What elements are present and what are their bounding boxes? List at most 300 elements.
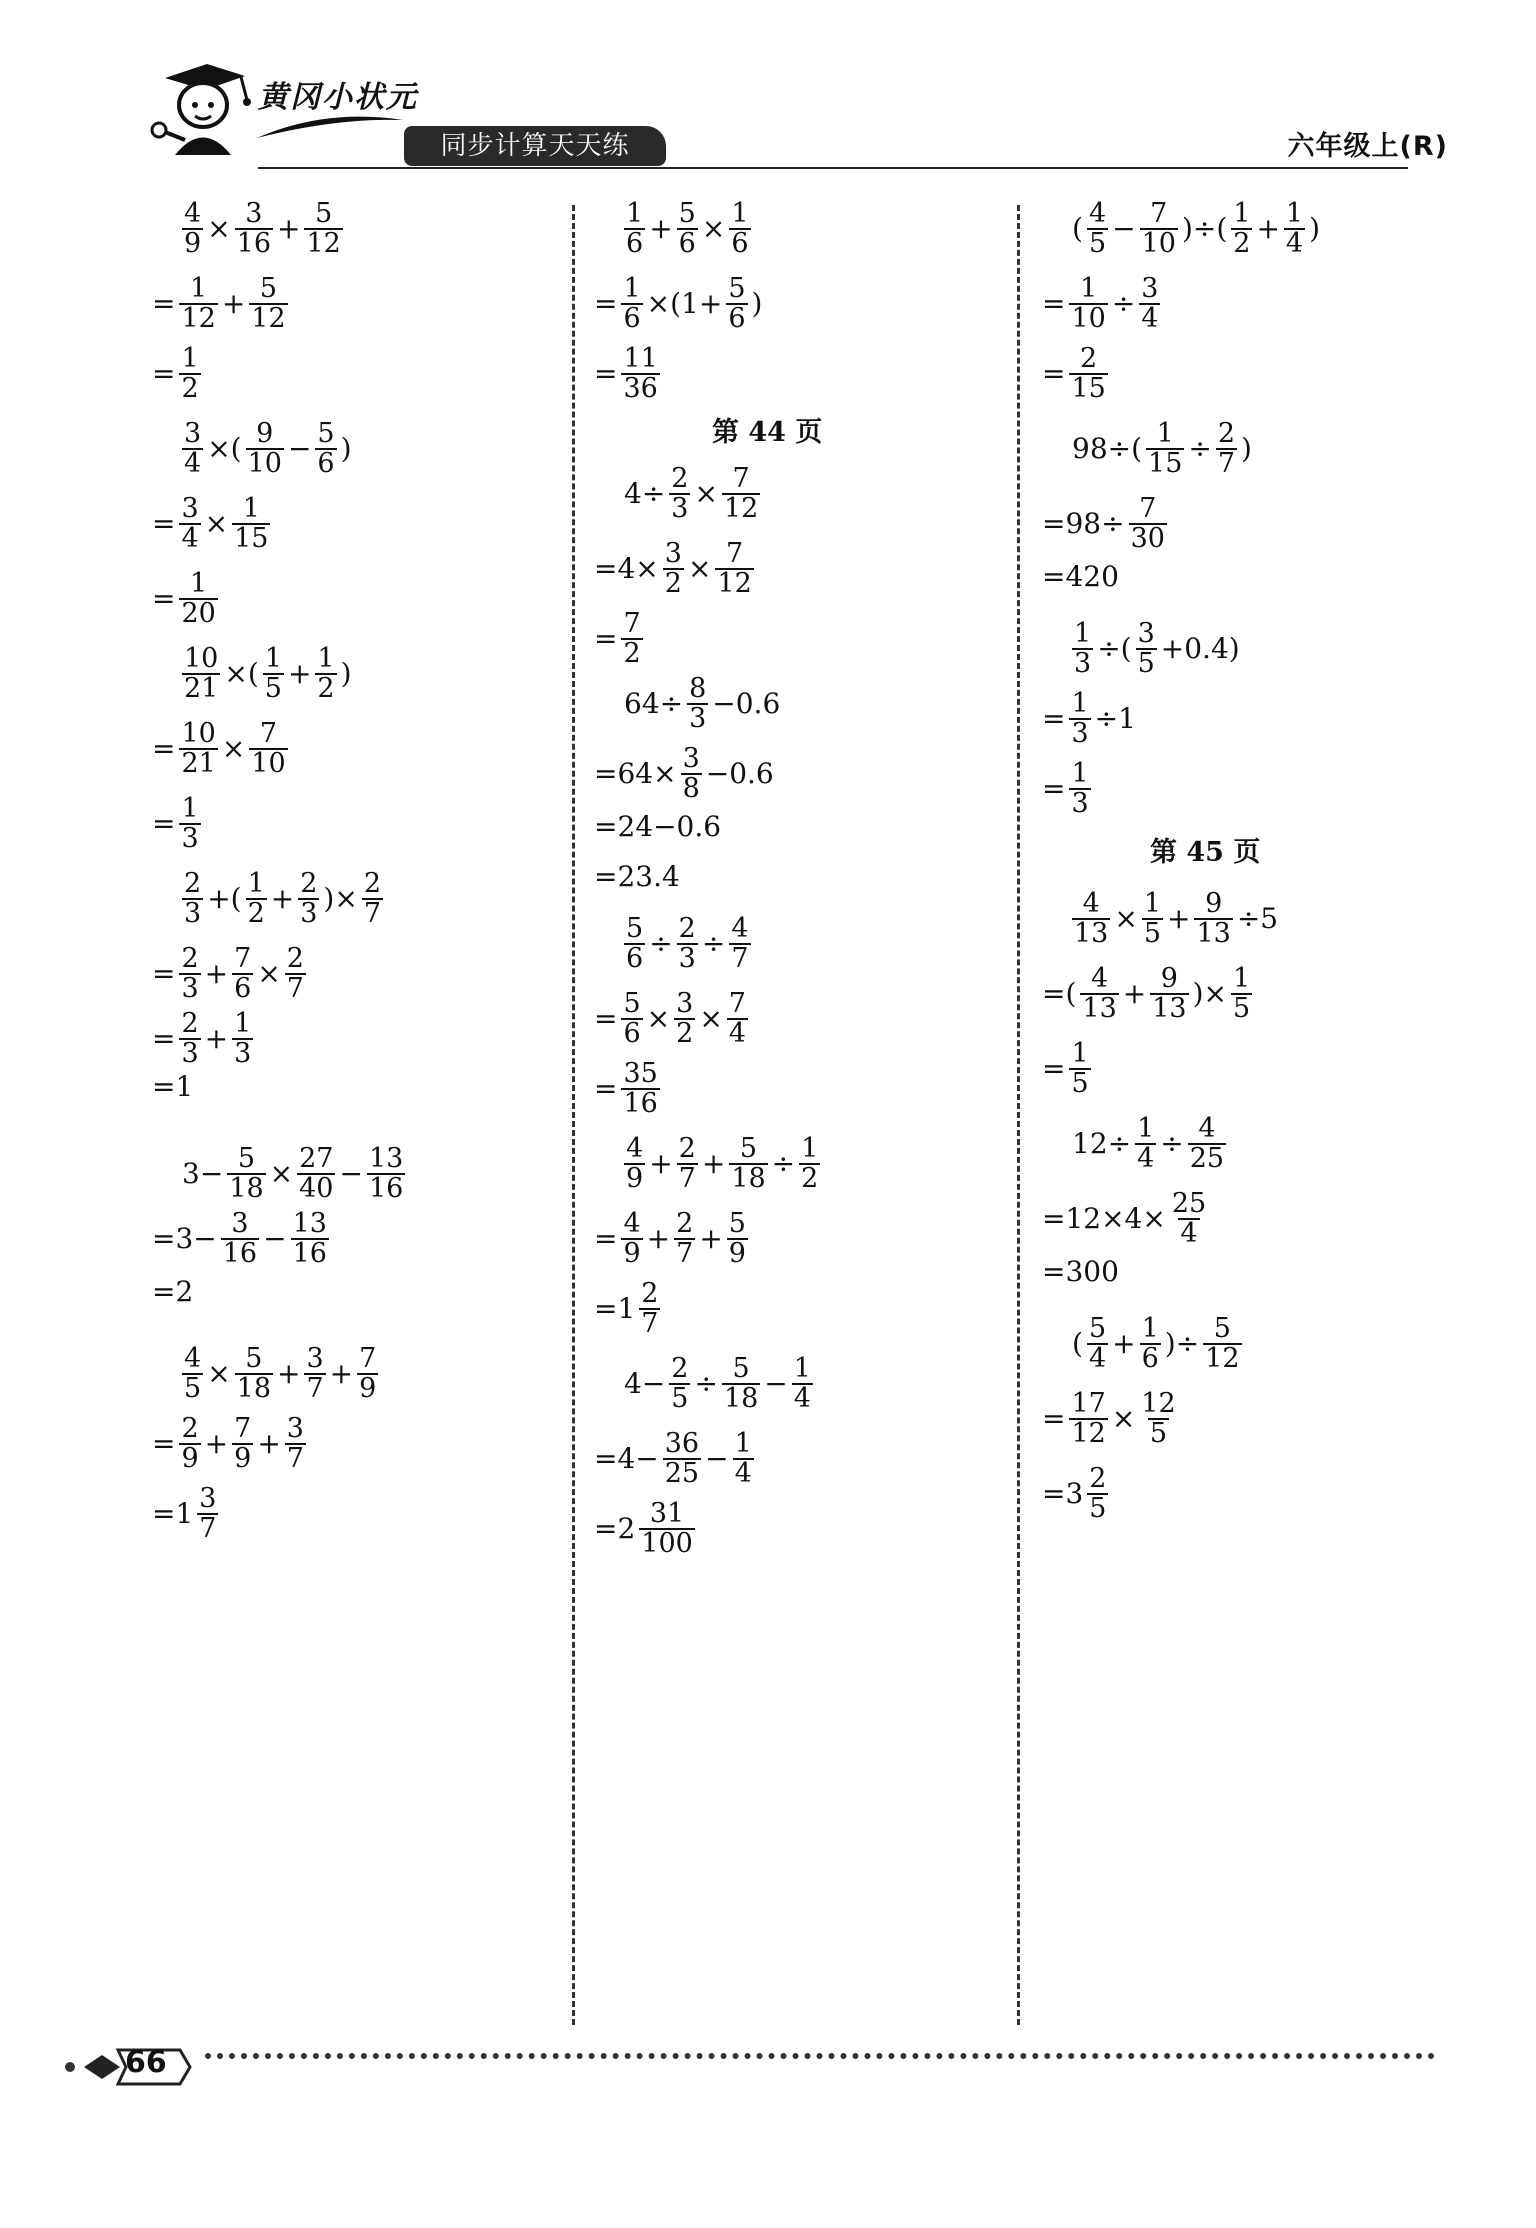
fraction-numerator: 2 bbox=[1089, 1463, 1107, 1494]
fraction-denominator: 6 bbox=[623, 302, 641, 334]
operator-text: + bbox=[277, 212, 301, 246]
fraction bbox=[1140, 200, 1178, 257]
operator-text: =3− bbox=[152, 1222, 217, 1256]
fraction-numerator: 4 bbox=[623, 1208, 641, 1239]
equation-line bbox=[592, 275, 764, 332]
fraction-numerator: 5 bbox=[317, 418, 335, 449]
operator-text: + bbox=[1122, 977, 1147, 1011]
fraction-denominator: 4 bbox=[1180, 1217, 1198, 1249]
equation-line bbox=[622, 465, 762, 522]
fraction bbox=[182, 645, 220, 702]
fraction bbox=[1188, 1115, 1226, 1172]
fraction-denominator: 6 bbox=[728, 302, 746, 334]
fraction bbox=[1087, 1315, 1108, 1372]
fraction-denominator: 20 bbox=[181, 597, 216, 629]
fraction bbox=[179, 345, 200, 402]
operator-text: = bbox=[152, 357, 176, 391]
fraction bbox=[179, 1415, 200, 1472]
operator-text: ÷ bbox=[649, 927, 673, 961]
fraction-numerator: 3 bbox=[664, 538, 682, 569]
fraction-denominator: 36 bbox=[623, 372, 658, 404]
fraction bbox=[624, 1135, 645, 1192]
fraction bbox=[179, 945, 200, 1002]
fraction-numerator: 7 bbox=[728, 988, 746, 1019]
operator-text: =1 bbox=[152, 1497, 194, 1531]
fraction-denominator: 2 bbox=[801, 1162, 819, 1194]
equation-line bbox=[150, 275, 290, 332]
mascot-icon bbox=[145, 60, 260, 160]
fraction bbox=[792, 1355, 813, 1412]
fraction-numerator: 4 bbox=[1090, 963, 1109, 994]
fraction-denominator: 8 bbox=[682, 772, 700, 804]
fraction-denominator: 18 bbox=[229, 1172, 264, 1204]
fraction-denominator: 6 bbox=[317, 447, 335, 479]
fraction bbox=[727, 990, 748, 1047]
fraction bbox=[1129, 495, 1167, 552]
answer-column-3 bbox=[1040, 200, 1460, 2040]
operator-text: ÷5 bbox=[1236, 902, 1279, 936]
equation-line bbox=[592, 610, 645, 667]
equation-line bbox=[180, 645, 354, 702]
fraction-numerator: 1 bbox=[1137, 1113, 1155, 1144]
operator-text: + bbox=[329, 1357, 354, 1391]
equation-line bbox=[592, 1280, 662, 1337]
fraction bbox=[235, 200, 273, 257]
operator-text: × bbox=[204, 507, 229, 541]
fraction-numerator: 5 bbox=[739, 1133, 758, 1164]
operator-text: −0.6 bbox=[712, 687, 781, 721]
fraction-numerator: 3 bbox=[231, 1208, 249, 1239]
equation-line bbox=[1040, 760, 1093, 817]
fraction-denominator: 7 bbox=[199, 1512, 217, 1544]
fraction-numerator: 7 bbox=[234, 943, 252, 974]
fraction-denominator: 6 bbox=[623, 1017, 641, 1049]
fraction-numerator: 1 bbox=[190, 568, 208, 599]
operator-text: ×(1+ bbox=[646, 287, 723, 321]
fraction-numerator: 5 bbox=[626, 913, 644, 944]
fraction-denominator: 5 bbox=[1137, 647, 1155, 679]
fraction-denominator: 3 bbox=[234, 1037, 252, 1069]
fraction-numerator: 2 bbox=[678, 1133, 696, 1164]
operator-text: ( bbox=[1072, 212, 1083, 246]
fraction-numerator: 7 bbox=[1139, 493, 1157, 524]
grade-label: 六年级上(R) bbox=[1287, 131, 1448, 162]
operator-text: =4× bbox=[594, 552, 659, 586]
operator-text: 3− bbox=[182, 1157, 224, 1191]
fraction-numerator: 2 bbox=[181, 1008, 199, 1039]
fraction-denominator: 21 bbox=[181, 747, 216, 779]
fraction bbox=[722, 1355, 760, 1412]
fraction-denominator: 7 bbox=[676, 1237, 694, 1269]
operator-text: −0.6 bbox=[705, 757, 774, 791]
operator-text: ) bbox=[340, 657, 352, 691]
operator-text: − bbox=[287, 432, 312, 466]
equation-line bbox=[592, 345, 662, 402]
fraction-numerator: 5 bbox=[237, 1143, 256, 1174]
fraction-numerator: 5 bbox=[623, 988, 641, 1019]
operator-text: +0.4) bbox=[1160, 632, 1240, 666]
fraction-denominator: 18 bbox=[731, 1162, 766, 1194]
fraction-numerator: 2 bbox=[671, 1353, 689, 1384]
fraction-numerator: 3 bbox=[1141, 273, 1159, 304]
fraction-numerator: 5 bbox=[678, 198, 696, 229]
fraction bbox=[1080, 965, 1118, 1022]
fraction-denominator: 9 bbox=[234, 1442, 252, 1474]
fraction-denominator: 5 bbox=[1088, 227, 1107, 259]
operator-text: − bbox=[339, 1157, 363, 1191]
fraction bbox=[1146, 420, 1184, 477]
fraction bbox=[179, 495, 200, 552]
operator-text: =2 bbox=[152, 1275, 194, 1308]
fraction-numerator: 3 bbox=[286, 1413, 304, 1444]
operator-text: = bbox=[594, 622, 618, 656]
fraction bbox=[621, 1060, 659, 1117]
fraction-denominator: 25 bbox=[664, 1457, 700, 1489]
fraction-denominator: 3 bbox=[678, 942, 696, 974]
fraction-denominator: 4 bbox=[184, 447, 202, 479]
fraction bbox=[663, 1430, 701, 1487]
fraction bbox=[362, 870, 383, 927]
fraction bbox=[246, 420, 284, 477]
fraction-denominator: 2 bbox=[247, 897, 265, 929]
page-header bbox=[0, 0, 1536, 180]
fraction-denominator: 40 bbox=[299, 1172, 334, 1204]
fraction-denominator: 5 bbox=[264, 672, 282, 704]
fraction-denominator: 6 bbox=[234, 972, 252, 1004]
equation-line bbox=[622, 675, 782, 732]
fraction bbox=[232, 1415, 253, 1472]
equation-line bbox=[1040, 1390, 1180, 1447]
operator-text: = bbox=[594, 1222, 618, 1256]
fraction-denominator: 12 bbox=[181, 302, 216, 334]
fraction bbox=[249, 275, 287, 332]
equation-line bbox=[150, 1275, 195, 1308]
operator-text: = bbox=[152, 582, 176, 616]
fraction-numerator: 9 bbox=[256, 418, 274, 449]
fraction-numerator: 3 bbox=[181, 493, 199, 524]
fraction bbox=[179, 720, 217, 777]
fraction-numerator: 7 bbox=[359, 1343, 377, 1374]
fraction-numerator: 2 bbox=[1217, 418, 1236, 449]
operator-text: 64÷ bbox=[624, 687, 684, 721]
fraction bbox=[1069, 760, 1090, 817]
fraction bbox=[727, 1210, 748, 1267]
operator-text: ) bbox=[751, 287, 763, 321]
fraction-numerator: 5 bbox=[1213, 1313, 1231, 1344]
fraction-denominator: 16 bbox=[292, 1237, 327, 1269]
fraction-numerator: 1 bbox=[1156, 418, 1174, 449]
fraction-denominator: 7 bbox=[641, 1307, 659, 1339]
fraction-numerator: 2 bbox=[300, 868, 318, 899]
operator-text: ( bbox=[1072, 1327, 1083, 1361]
equation-line bbox=[150, 1070, 195, 1103]
operator-text: =2 bbox=[594, 1512, 636, 1546]
fraction bbox=[639, 1280, 660, 1337]
fraction bbox=[1072, 620, 1093, 677]
equation-line bbox=[1040, 345, 1110, 402]
fraction bbox=[621, 990, 642, 1047]
fraction bbox=[315, 420, 336, 477]
fraction-denominator: 12 bbox=[717, 567, 752, 599]
fraction bbox=[304, 1345, 325, 1402]
page-number: 66 bbox=[125, 2045, 167, 2080]
operator-text: − bbox=[764, 1367, 788, 1401]
brand-title: 黄冈小状元 bbox=[258, 80, 418, 115]
operator-text: × bbox=[207, 1357, 231, 1391]
fraction-numerator: 13 bbox=[292, 1208, 327, 1239]
fraction bbox=[681, 745, 702, 802]
fraction bbox=[677, 1135, 698, 1192]
operator-text: )× bbox=[1192, 977, 1227, 1011]
fraction bbox=[1139, 1390, 1177, 1447]
operator-text: × bbox=[221, 732, 246, 766]
fraction bbox=[1231, 965, 1252, 1022]
fraction-numerator: 3 bbox=[682, 743, 700, 774]
fraction bbox=[669, 465, 690, 522]
fraction-numerator: 17 bbox=[1071, 1388, 1106, 1419]
fraction-denominator: 18 bbox=[723, 1382, 759, 1414]
fraction-numerator: 4 bbox=[184, 198, 202, 229]
fraction bbox=[1136, 620, 1157, 677]
fraction-denominator: 10 bbox=[247, 447, 282, 479]
fraction-denominator: 4 bbox=[793, 1382, 811, 1414]
answer-column-1 bbox=[150, 200, 560, 2040]
fraction-denominator: 2 bbox=[1233, 227, 1251, 259]
operator-text: +( bbox=[207, 882, 242, 916]
fraction-numerator: 1 bbox=[1285, 198, 1304, 229]
operator-text: 12÷ bbox=[1072, 1127, 1132, 1161]
fraction bbox=[197, 1485, 218, 1542]
fraction bbox=[1069, 1390, 1107, 1447]
fraction-denominator: 7 bbox=[678, 1162, 696, 1194]
fraction-denominator: 2 bbox=[623, 637, 641, 669]
operator-text: ÷ bbox=[1188, 432, 1212, 466]
operator-text: 98÷( bbox=[1072, 432, 1143, 466]
fraction-denominator: 6 bbox=[678, 227, 696, 259]
equation-line bbox=[622, 1355, 815, 1412]
operator-text: = bbox=[1042, 1402, 1066, 1436]
operator-text: × bbox=[257, 957, 281, 991]
operator-text: + bbox=[1112, 1327, 1136, 1361]
fraction-denominator: 13 bbox=[1196, 917, 1231, 949]
operator-text: = bbox=[594, 1002, 618, 1036]
fraction-denominator: 4 bbox=[1088, 1342, 1107, 1374]
fraction-numerator: 10 bbox=[181, 718, 216, 749]
equation-line bbox=[1070, 200, 1322, 257]
fraction-denominator: 9 bbox=[359, 1372, 377, 1404]
operator-text: =64× bbox=[594, 757, 677, 791]
fraction bbox=[722, 465, 760, 522]
equation-line bbox=[622, 1135, 822, 1192]
equation-line bbox=[180, 1345, 380, 1402]
operator-text: × bbox=[694, 477, 718, 511]
fraction bbox=[1142, 890, 1163, 947]
equation-line bbox=[1040, 560, 1121, 593]
operator-text: + bbox=[287, 657, 312, 691]
operator-text: =98÷ bbox=[1042, 507, 1125, 541]
operator-text: ÷ bbox=[1160, 1127, 1184, 1161]
equation-line bbox=[592, 860, 682, 893]
fraction-numerator: 25 bbox=[1171, 1188, 1207, 1219]
fraction-numerator: 2 bbox=[641, 1278, 659, 1309]
fraction-numerator: 7 bbox=[234, 1413, 252, 1444]
operator-text: ) bbox=[1309, 212, 1321, 246]
fraction-numerator: 7 bbox=[623, 608, 641, 639]
fraction-denominator: 2 bbox=[317, 672, 335, 704]
operator-text: )× bbox=[323, 882, 358, 916]
equation-line bbox=[1040, 965, 1254, 1022]
operator-text: × bbox=[699, 1002, 723, 1036]
fraction bbox=[624, 915, 645, 972]
fraction-numerator: 4 bbox=[626, 1133, 644, 1164]
fraction-numerator: 4 bbox=[1198, 1113, 1216, 1144]
fraction-numerator: 35 bbox=[623, 1058, 658, 1089]
fraction-denominator: 3 bbox=[689, 702, 707, 734]
fraction-denominator: 15 bbox=[1071, 372, 1106, 404]
fraction-denominator: 16 bbox=[623, 1087, 658, 1119]
fraction bbox=[182, 420, 203, 477]
fraction-numerator: 36 bbox=[664, 1428, 700, 1459]
series-subtitle: 同步计算天天练 bbox=[404, 126, 666, 166]
fraction-numerator: 2 bbox=[671, 463, 689, 494]
page-section-heading: 第 45 页 bbox=[1150, 837, 1261, 868]
operator-text: =23.4 bbox=[594, 860, 680, 893]
fraction bbox=[357, 1345, 378, 1402]
equation-line bbox=[1040, 495, 1169, 552]
fraction bbox=[729, 200, 750, 257]
equation-line bbox=[592, 810, 723, 843]
fraction-denominator: 7 bbox=[286, 1442, 304, 1474]
fraction-denominator: 4 bbox=[181, 522, 199, 554]
fraction bbox=[1069, 345, 1107, 402]
fraction bbox=[232, 1010, 253, 1067]
operator-text: = bbox=[1042, 357, 1066, 391]
fraction-numerator: 1 bbox=[793, 1353, 811, 1384]
fraction-numerator: 1 bbox=[1143, 888, 1162, 919]
fraction-denominator: 9 bbox=[184, 227, 202, 259]
fraction bbox=[179, 275, 217, 332]
fraction-denominator: 3 bbox=[1071, 717, 1089, 749]
fraction-numerator: 5 bbox=[728, 1208, 746, 1239]
fraction bbox=[1216, 420, 1237, 477]
fraction-numerator: 1 bbox=[1232, 963, 1251, 994]
operator-text: ÷ bbox=[694, 1367, 718, 1401]
answer-column-2 bbox=[592, 200, 1002, 2040]
fraction-numerator: 2 bbox=[181, 1413, 199, 1444]
fraction-numerator: 3 bbox=[1137, 618, 1155, 649]
fraction-numerator: 5 bbox=[259, 273, 278, 304]
equation-line bbox=[180, 870, 385, 927]
fraction-denominator: 13 bbox=[1074, 917, 1109, 949]
fraction bbox=[1069, 275, 1107, 332]
fraction bbox=[182, 870, 203, 927]
fraction-numerator: 1 bbox=[1141, 1313, 1159, 1344]
operator-text: × bbox=[646, 1002, 671, 1036]
fraction bbox=[677, 200, 698, 257]
fraction bbox=[179, 795, 200, 852]
fraction-denominator: 10 bbox=[251, 747, 286, 779]
fraction-denominator: 5 bbox=[1089, 1492, 1107, 1524]
fraction-numerator: 5 bbox=[732, 1353, 750, 1384]
equation-line bbox=[150, 345, 203, 402]
fraction-numerator: 11 bbox=[623, 343, 658, 374]
fraction bbox=[1203, 1315, 1241, 1372]
fraction-numerator: 1 bbox=[317, 643, 335, 674]
header-rule bbox=[258, 167, 1408, 169]
equation-line bbox=[592, 745, 776, 802]
operator-text: × bbox=[269, 1157, 294, 1191]
operator-text: + bbox=[277, 1357, 301, 1391]
fraction-denominator: 6 bbox=[626, 942, 644, 974]
fraction bbox=[1139, 275, 1160, 332]
fraction-numerator: 2 bbox=[676, 1208, 694, 1239]
fraction bbox=[1087, 200, 1108, 257]
operator-text: × bbox=[207, 212, 231, 246]
fraction bbox=[232, 945, 253, 1002]
equation-line bbox=[1040, 275, 1162, 332]
equation-line bbox=[622, 200, 753, 257]
equation-line bbox=[1070, 420, 1254, 477]
fraction bbox=[687, 675, 708, 732]
fraction bbox=[733, 1430, 754, 1487]
fraction bbox=[304, 200, 342, 257]
fraction bbox=[799, 1135, 820, 1192]
fraction-denominator: 5 bbox=[1071, 1067, 1089, 1099]
equation-line bbox=[592, 1210, 750, 1267]
fraction bbox=[1135, 1115, 1156, 1172]
fraction bbox=[729, 1135, 767, 1192]
fraction bbox=[624, 200, 645, 257]
fraction-denominator: 6 bbox=[1141, 1342, 1159, 1374]
equation-line bbox=[1040, 1040, 1093, 1097]
operator-text: =4− bbox=[594, 1442, 659, 1476]
fraction bbox=[729, 915, 750, 972]
fraction-denominator: 4 bbox=[728, 1017, 746, 1049]
operator-text: =300 bbox=[1042, 1255, 1119, 1288]
fraction-numerator: 9 bbox=[1205, 888, 1223, 919]
fraction-numerator: 1 bbox=[181, 343, 199, 374]
fraction bbox=[291, 1210, 329, 1267]
operator-text: =3 bbox=[1042, 1477, 1084, 1511]
fraction-denominator: 16 bbox=[222, 1237, 258, 1269]
fraction bbox=[677, 915, 698, 972]
operator-text: = bbox=[152, 1427, 176, 1461]
operator-text: = bbox=[152, 287, 176, 321]
fraction-numerator: 1 bbox=[1071, 758, 1089, 789]
operator-text: + bbox=[204, 1427, 229, 1461]
operator-text: − bbox=[705, 1442, 729, 1476]
fraction bbox=[1231, 200, 1252, 257]
fraction-numerator: 1 bbox=[1071, 688, 1089, 719]
operator-text: =24−0.6 bbox=[594, 810, 722, 843]
fraction-numerator: 1 bbox=[190, 273, 208, 304]
fraction-denominator: 7 bbox=[286, 972, 304, 1004]
fraction-denominator: 4 bbox=[1285, 227, 1304, 259]
operator-text: × bbox=[687, 552, 712, 586]
fraction bbox=[674, 1210, 695, 1267]
fraction-denominator: 3 bbox=[181, 1037, 199, 1069]
fraction-numerator: 5 bbox=[1088, 1313, 1107, 1344]
fraction-denominator: 9 bbox=[728, 1237, 746, 1269]
fraction-denominator: 7 bbox=[1217, 447, 1236, 479]
equation-line bbox=[1040, 1465, 1110, 1522]
operator-text: + bbox=[699, 1222, 723, 1256]
fraction bbox=[246, 870, 267, 927]
fraction-denominator: 9 bbox=[623, 1237, 641, 1269]
equation-line bbox=[1070, 1115, 1228, 1172]
fraction-numerator: 4 bbox=[1088, 198, 1107, 229]
page-section-heading: 第 44 页 bbox=[712, 417, 823, 448]
